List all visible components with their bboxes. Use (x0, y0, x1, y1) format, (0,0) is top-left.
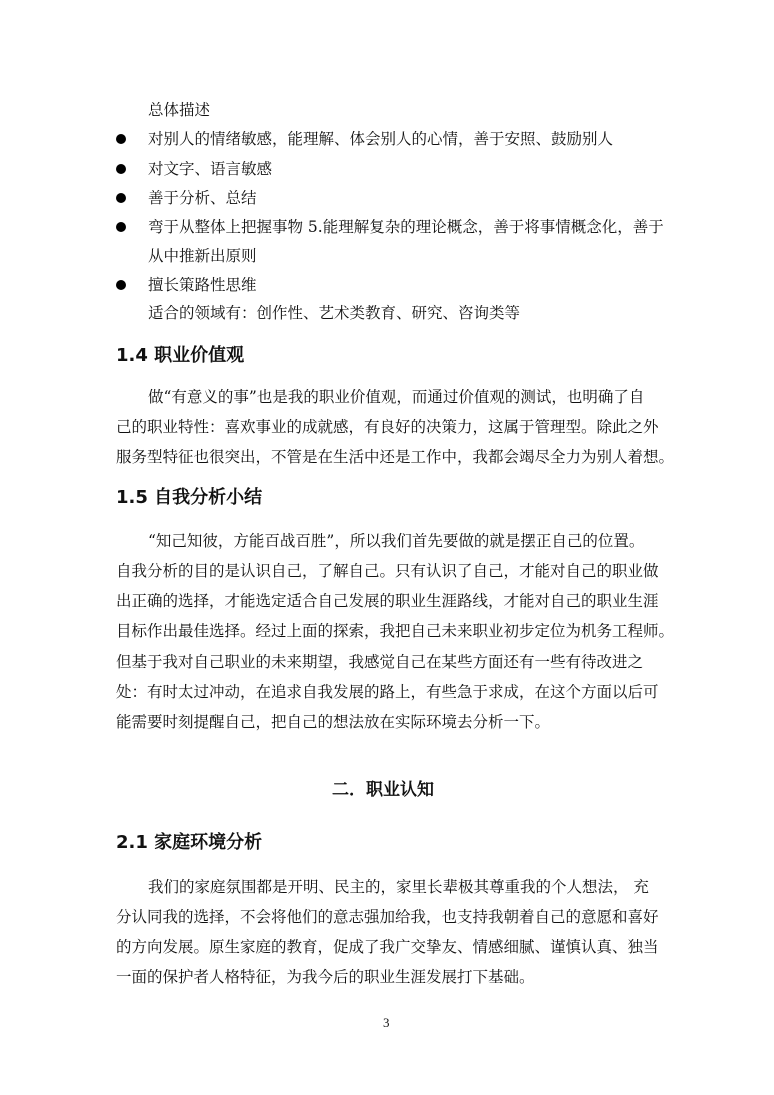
bullet-icon (116, 280, 126, 290)
paragraph-line: 能需要时刻提醒自己，把自己的想法放在实际环境去分析一下。 (116, 713, 551, 731)
paragraph-line: 但基于我对自己职业的未来期望，我感觉自己在某些方面还有一些有待改进之 (116, 653, 644, 671)
bullet-icon (116, 164, 126, 174)
summary-title: 总体描述 (148, 101, 211, 119)
paragraph-line: 目标作出最佳选择。经过上面的探索，我把自己未来职业初步定位为机务工程师。 (116, 622, 675, 640)
section-heading-2-1: 2.1 家庭环境分析 (116, 832, 263, 853)
bullet-icon (116, 134, 126, 144)
section-heading-1-4: 1.4 职业价值观 (116, 345, 245, 366)
paragraph-line: 一面的保护者人格特征，为我今后的职业生涯发展打下基础。 (116, 968, 535, 986)
section-heading-1-5: 1.5 自我分析小结 (116, 487, 263, 508)
paragraph-line: 自我分析的目的是认识自己，了解自己。只有认识了自己，才能对自己的职业做 (116, 562, 659, 580)
summary-item: 弯于从整体上把握事物 5.能理解复杂的理论概念，善于将事情概念化，善于 (148, 218, 664, 236)
paragraph-line: 做“有意义的事”也是我的职业价值观，而通过价值观的测试，也明确了自 (148, 388, 645, 406)
page-number: 3 (383, 1015, 390, 1030)
summary-item: 对文字、语言敏感 (148, 160, 273, 178)
paragraph-line: 服务型特征也很突出，不管是在生活中还是工作中，我都会竭尽全力为别人着想。 (116, 448, 675, 466)
paragraph-line: 我们的家庭氛围都是开明、民主的，家里长辈极其尊重我的个人想法， 充 (148, 878, 649, 896)
paragraph-line: “知己知彼，方能百战百胜”，所以我们首先要做的就是摆正自己的位置。 (148, 532, 645, 550)
paragraph-line: 己的职业特性：喜欢事业的成就感，有良好的决策力，这属于管理型。除此之外 (116, 418, 659, 436)
summary-fields: 适合的领域有：创作性、艺术类教育、研究、咨询类等 (148, 304, 521, 322)
paragraph-line: 分认同我的选择，不会将他们的意志强加给我，也支持我朝着自己的意愿和喜好 (116, 908, 659, 926)
summary-item: 对别人的情绪敏感，能理解、体会别人的心情，善于安照、鼓励别人 (148, 130, 614, 148)
paragraph-line: 出正确的选择，才能选定适合自己发展的职业生涯路线，才能对自己的职业生涯 (116, 592, 659, 610)
paragraph-line: 处：有时太过冲动，在追求自我发展的路上，有些急于求成，在这个方面以后可 (116, 683, 659, 701)
bullet-icon (116, 222, 126, 232)
summary-item-continuation: 从中推新出原则 (148, 247, 257, 265)
summary-item: 善于分析、总结 (148, 189, 257, 207)
summary-item: 擅长策路性思维 (148, 276, 257, 294)
chapter-title: 二．职业认知 (332, 780, 434, 800)
paragraph-line: 的方向发展。原生家庭的教育，促成了我广交挚友、情感细腻、谨慎认真、独当 (116, 938, 659, 956)
bullet-icon (116, 193, 126, 203)
